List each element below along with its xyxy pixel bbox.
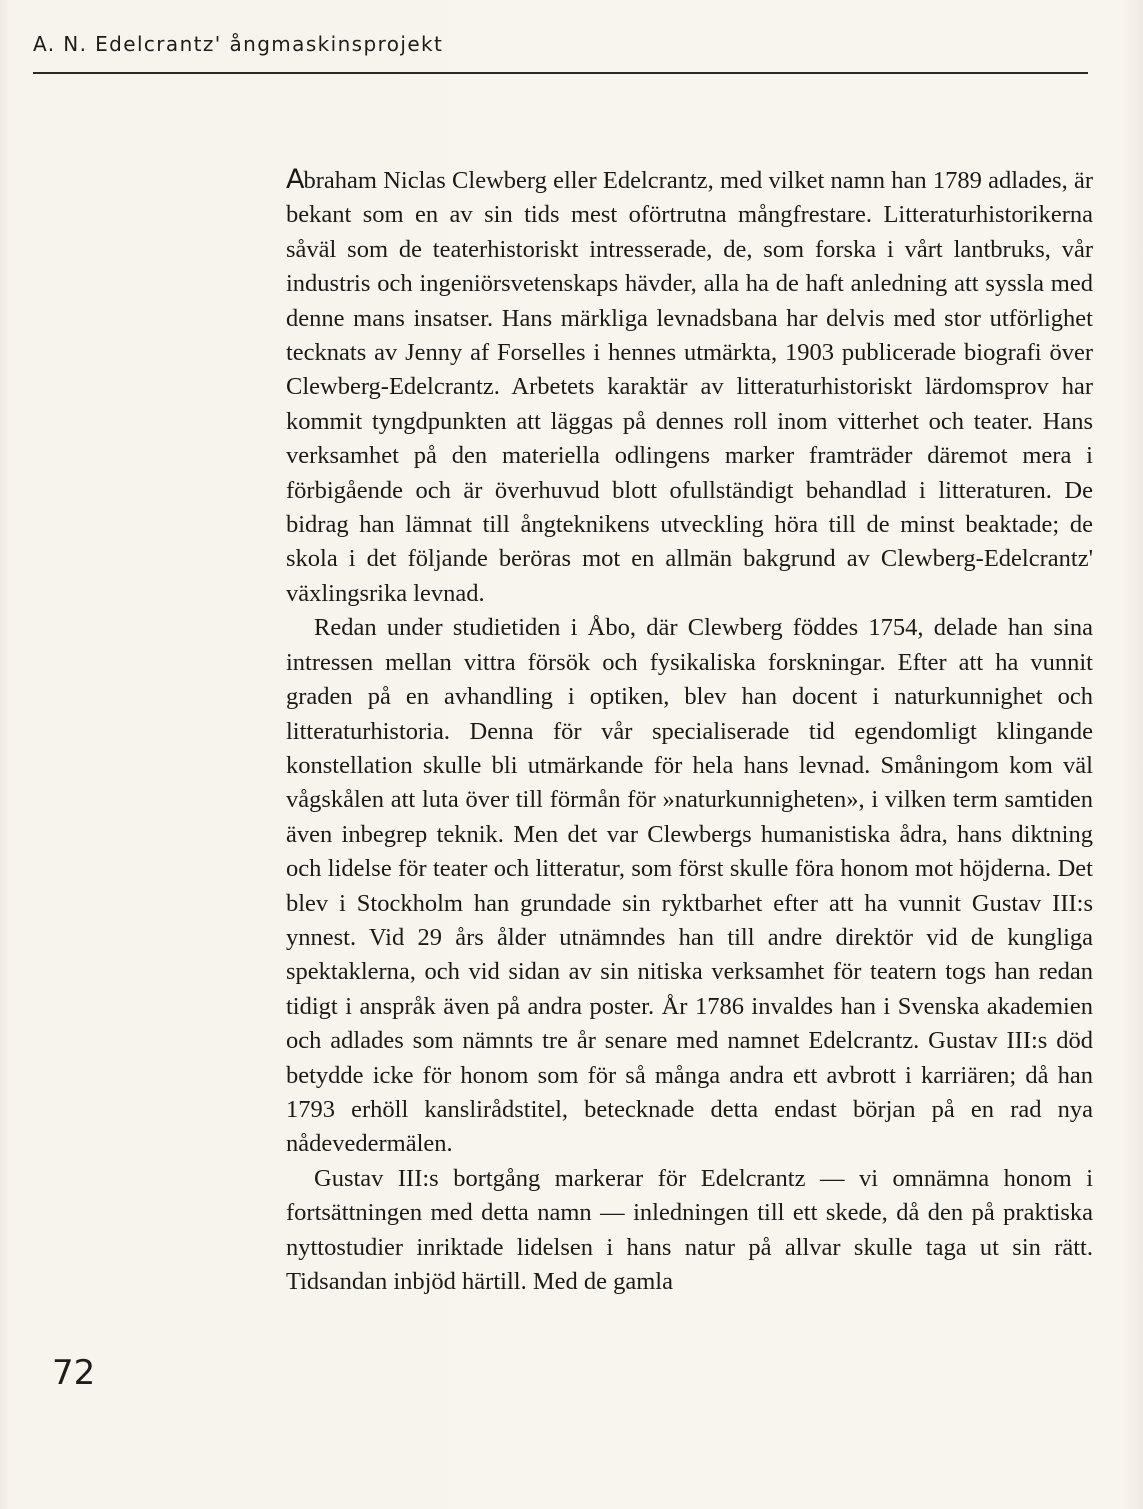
running-head: A. N. Edelcrantz' ångmaskinsprojekt (33, 32, 444, 56)
body-text (286, 163, 1093, 1299)
paragraph-2: Redan under studietiden i Åbo, där Clewberg föddes 1754, delade han sina intressen mellan vittra försök och fysikaliska forskningar. Efter att ha vunnit graden på en avhandling i optiken, blev han docent i naturkunnighet och litteraturhistoria. Denna för vår specialiserade tid egendomligt klingande konstellation skulle bli utmärkande för hela hans levnad. Småningom kom väl vågskålen att luta över till förmån för »naturkunnigheten», i vilken term samtiden även inbegrep teknik. Men det var Clewbergs humanistiska ådra, hans diktning och lidelse för teater och litteratur, som först skulle föra honom mot höjderna. Det blev i Stockholm han grundade sin ryktbarhet efter att ha vunnit Gustav III:s ynnest. Vid 29 års ålder utnämndes han till andre direktör vid de kungliga spektaklerna, och vid sidan av sin nitiska verksamhet för teatern togs han redan tidigt i anspråk även på andra poster. År 1786 invaldes han i Svenska akademien och adlades som nämnts tre år senare med namnet Edelcrantz. Gustav III:s död betydde icke för honom som för så många andra ett avbrott i karriären; då han 1793 erhöll kanslirådstitel, betecknade detta endast början på en rad nya nådevedermälen. (286, 614, 1093, 1158)
initial-letter: A (286, 164, 304, 195)
paragraph-1-text: braham Niclas Clewberg eller Edelcrantz, med vilket namn han 1789 adlades, är bekant som en av sin tids mest oförtrutna mångfrestare. Litteraturhistorikerna såväl som de teaterhistoriskt intresserade, de, som forska i vårt lantbruks, vår industris och ingeniörsvetenskaps hävder, alla ha de haft anledning att syssla med denne mans insatser. Hans märkliga levnadsbana har delvis med stor utförlighet tecknats av Jenny af Forselles i hennes utmärkta, 1903 publicerade biografi över Clewberg-Edelcrantz. Arbetets karaktär av litteraturhistoriskt lärdomsprov har kommit tyngdpunkten att läggas på dennes roll inom vitterhet och teater. Hans verksamhet på den materiella odlingens marker framträder däremot mera i förbigående och är överhuvud blott ofullständigt behandlad i litteraturen. De bidrag han lämnat till ångteknikens utveckling höra till de minst beaktade; de skola i det följande beröras mot en allmän bakgrund av Clewberg-Edelcrantz' växlingsrika levnad. (286, 167, 1093, 607)
paragraph-3: Gustav III:s bortgång markerar för Edelcrantz — vi omnämna honom i fortsättningen med detta namn — inledningen till ett skede, då den på praktiska nyttostudier inriktade lidelsen i hans natur på allvar skulle taga ut sin rätt. Tidsandan inbjöd härtill. Med de gamla (286, 1164, 1093, 1295)
paragraph-1 (286, 163, 1093, 611)
page-number: 72 (52, 1353, 96, 1393)
header-rule (33, 72, 1088, 74)
